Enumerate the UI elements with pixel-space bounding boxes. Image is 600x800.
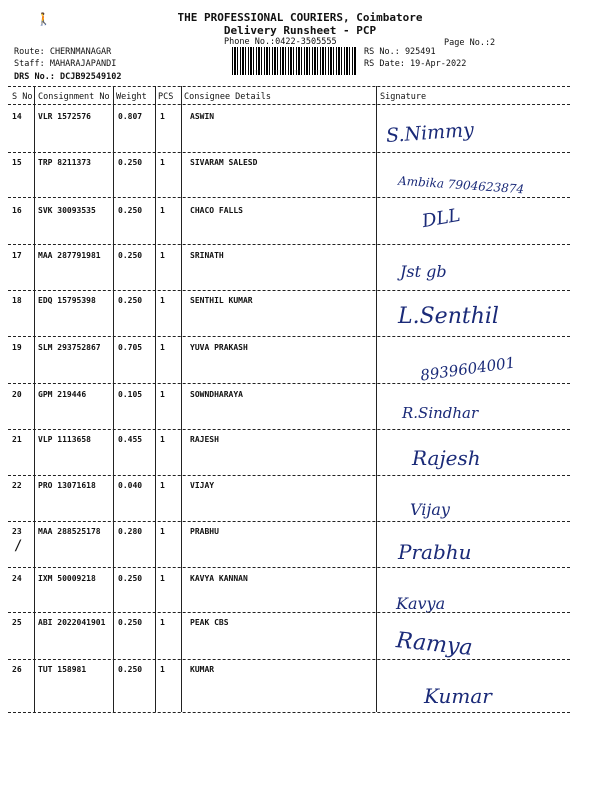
row-pcs: 1 xyxy=(160,481,165,490)
row-signature: S.Nimmy xyxy=(385,118,475,148)
col-weight: Weight xyxy=(116,92,147,102)
row-weight: 0.250 xyxy=(118,296,143,305)
row-weight: 0.105 xyxy=(118,390,143,399)
row-signature: DLL xyxy=(420,204,462,233)
row-sno: 26 xyxy=(12,665,22,674)
row-signature: Kavya xyxy=(396,594,446,613)
staff: Staff: MAHARAJAPANDI xyxy=(14,59,117,69)
runsheet-subtitle: Delivery Runsheet - PCP xyxy=(223,24,377,37)
row-signature: Kumar xyxy=(424,684,492,708)
col-consignee: Consignee Details xyxy=(184,92,271,102)
col-divider xyxy=(181,86,182,712)
row-consignee: SENTHIL KUMAR xyxy=(190,296,253,305)
row-rule xyxy=(8,336,570,337)
page-number: Page No.:2 xyxy=(444,38,496,48)
row-pcs: 1 xyxy=(160,390,165,399)
row-consignee: KUMAR xyxy=(190,665,215,674)
row-consignment: EDQ 15795398 xyxy=(38,296,96,305)
rs-date: RS Date: 19-Apr-2022 xyxy=(364,59,467,69)
row-rule xyxy=(8,152,570,153)
row-signature: Prabhu xyxy=(398,540,472,564)
col-pcs: PCS xyxy=(158,92,174,102)
row-sno: 18 xyxy=(12,296,22,305)
barcode xyxy=(232,47,356,75)
col-sno: S No xyxy=(12,92,33,102)
row-rule xyxy=(8,521,570,522)
row-consignment: ABI 2022041901 xyxy=(38,618,106,627)
company-title: THE PROFESSIONAL COURIERS, Coimbatore xyxy=(177,11,423,24)
row-sno: 15 xyxy=(12,158,22,167)
row-consignment: TRP 8211373 xyxy=(38,158,91,167)
row-rule xyxy=(8,659,570,660)
row-consignee: PRABHU xyxy=(190,527,219,536)
row-rule xyxy=(8,290,570,291)
row-sno: 19 xyxy=(12,343,22,352)
row-pcs: 1 xyxy=(160,527,165,536)
row-consignment: IXM 50009218 xyxy=(38,574,96,583)
row-weight: 0.455 xyxy=(118,435,143,444)
route: Route: CHERNMANAGAR xyxy=(14,47,112,57)
row-consignee: PEAK CBS xyxy=(190,618,229,627)
row-consignment: VLR 1572576 xyxy=(38,112,91,121)
col-consignment: Consignment No xyxy=(38,92,110,102)
row-consignment: VLP 1113658 xyxy=(38,435,91,444)
row-consignee: SIVARAM SALESD xyxy=(190,158,258,167)
row-rule xyxy=(8,612,570,613)
col-signature: Signature xyxy=(380,92,427,102)
row-sno: 16 xyxy=(12,206,22,215)
row-consignment: TUT 158981 xyxy=(38,665,87,674)
row-sno: 21 xyxy=(12,435,22,444)
row-sno: 20 xyxy=(12,390,22,399)
row-pcs: 1 xyxy=(160,435,165,444)
row-rule xyxy=(8,383,570,384)
row-rule xyxy=(8,197,570,198)
row-rule xyxy=(8,712,570,713)
row-weight: 0.250 xyxy=(118,206,143,215)
row-signature: Ramya xyxy=(394,628,474,661)
row-pcs: 1 xyxy=(160,251,165,260)
row-pcs: 1 xyxy=(160,158,165,167)
row-consignee: ASWIN xyxy=(190,112,215,121)
row-pcs: 1 xyxy=(160,665,165,674)
row-consignee: SRINATH xyxy=(190,251,224,260)
row-consignment: GPM 219446 xyxy=(38,390,87,399)
header-bottom-rule xyxy=(8,104,570,105)
row-sno: 25 xyxy=(12,618,22,627)
row-sno: 17 xyxy=(12,251,22,260)
row-signature: Vijay xyxy=(410,500,450,519)
row-pcs: 1 xyxy=(160,206,165,215)
phone-number: Phone No.:0422-3505555 xyxy=(224,37,337,47)
row-consignment: MAA 288525178 xyxy=(38,527,101,536)
row-weight: 0.040 xyxy=(118,481,143,490)
row-sno: 24 xyxy=(12,574,22,583)
row-pcs: 1 xyxy=(160,343,165,352)
logo-mark: 🚶 xyxy=(36,12,51,26)
row-pcs: 1 xyxy=(160,618,165,627)
row-consignee: KAVYA KANNAN xyxy=(190,574,248,583)
row-sno: 23 xyxy=(12,527,22,536)
row-consignee: YUVA PRAKASH xyxy=(190,343,248,352)
drs-number: DRS No.: DCJB92549102 xyxy=(14,72,122,82)
row-pcs: 1 xyxy=(160,574,165,583)
row-weight: 0.250 xyxy=(118,618,143,627)
row-weight: 0.280 xyxy=(118,527,143,536)
row-weight: 0.250 xyxy=(118,574,143,583)
row-weight: 0.807 xyxy=(118,112,143,121)
row-signature: Ambika 7904623874 xyxy=(397,173,525,197)
tick-mark: / xyxy=(14,538,23,554)
row-signature: R.Sindhar xyxy=(402,404,479,422)
row-consignment: PRO 13071618 xyxy=(38,481,96,490)
row-rule xyxy=(8,567,570,568)
row-consignment: MAA 287791981 xyxy=(38,251,101,260)
header-top-rule xyxy=(8,86,570,87)
rs-number: RS No.: 925491 xyxy=(364,47,436,57)
row-signature: 8939604001 xyxy=(419,353,517,385)
row-signature: Rajesh xyxy=(412,446,481,470)
row-rule xyxy=(8,244,570,245)
row-rule xyxy=(8,429,570,430)
col-divider xyxy=(113,86,114,712)
row-consignee: SOWNDHARAYA xyxy=(190,390,243,399)
row-pcs: 1 xyxy=(160,112,165,121)
row-weight: 0.250 xyxy=(118,665,143,674)
row-sno: 22 xyxy=(12,481,22,490)
col-divider xyxy=(34,86,35,712)
row-sno: 14 xyxy=(12,112,22,121)
col-divider xyxy=(155,86,156,712)
row-consignee: CHACO FALLS xyxy=(190,206,243,215)
row-weight: 0.250 xyxy=(118,251,143,260)
row-consignee: VIJAY xyxy=(190,481,215,490)
row-consignee: RAJESH xyxy=(190,435,219,444)
row-signature: L.Senthil xyxy=(398,304,499,329)
row-rule xyxy=(8,475,570,476)
row-pcs: 1 xyxy=(160,296,165,305)
col-divider xyxy=(376,86,377,712)
row-signature: Jst gb xyxy=(400,262,447,281)
row-consignment: SLM 293752867 xyxy=(38,343,101,352)
row-weight: 0.250 xyxy=(118,158,143,167)
row-consignment: SVK 30093535 xyxy=(38,206,96,215)
row-weight: 0.705 xyxy=(118,343,143,352)
